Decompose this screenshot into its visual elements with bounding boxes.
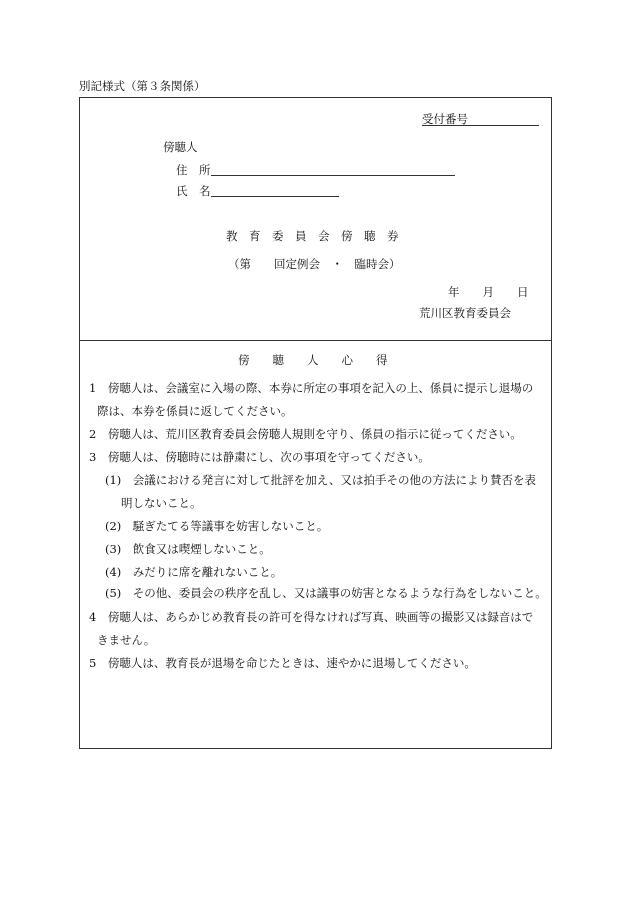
issuer-name: 荒川区教育委員会	[419, 306, 511, 320]
receipt-number-field[interactable]	[422, 125, 539, 126]
receipt-number-label: 受付番号	[422, 112, 468, 126]
rule-item: きません。	[97, 633, 156, 647]
rules-title: 傍 聴 人 心 得	[238, 353, 388, 367]
rule-subitem: (5) その他、委員会の秩序を乱し、又は議事の妨害となるような行為をしないこと。	[105, 586, 547, 600]
form-reference-note: 別記様式（第３条関係）	[79, 79, 206, 93]
date-label: 年 月 日	[448, 285, 529, 299]
address-label: 住 所	[176, 163, 211, 177]
rule-item: 5 傍聴人は、教育長が退場を命じたときは、速やかに退場してください。	[89, 656, 476, 670]
address-field[interactable]	[211, 175, 455, 176]
rule-subitem: 明しないこと。	[121, 496, 202, 510]
rule-item: 際は、本券を係員に返してください。	[97, 404, 293, 418]
rule-subitem: (2) 騒ぎたてる等議事を妨害しないこと。	[105, 519, 329, 533]
rule-item: 4 傍聴人は、あらかじめ教育長の許可を得なければ写真、映画等の撮影又は録音はで	[89, 610, 534, 624]
ticket-title: 教 育 委 員 会 傍 聴 券	[226, 229, 399, 243]
name-label: 氏 名	[176, 184, 211, 198]
name-field[interactable]	[211, 196, 339, 197]
rule-subitem: (4) みだりに席を離れないこと。	[105, 565, 283, 579]
meeting-type: （第 回定例会 ・ 臨時会）	[228, 257, 401, 271]
rule-item: 3 傍聴人は、傍聴時には静粛にし、次の事項を守ってください。	[89, 450, 430, 464]
rule-item: 1 傍聴人は、会議室に入場の際、本券に所定の事項を記入の上、係員に提示し退場の	[89, 381, 534, 395]
rule-subitem: (3) 飲食又は喫煙しないこと。	[105, 542, 271, 556]
rule-item: 2 傍聴人は、荒川区教育委員会傍聴人規則を守り、係員の指示に従ってください。	[89, 427, 522, 441]
rule-subitem: (1) 会議における発言に対して批評を加え、又は拍手その他の方法により賛否を表	[105, 473, 536, 487]
ticket-section	[79, 97, 552, 341]
applicant-label: 傍聴人	[163, 140, 198, 154]
